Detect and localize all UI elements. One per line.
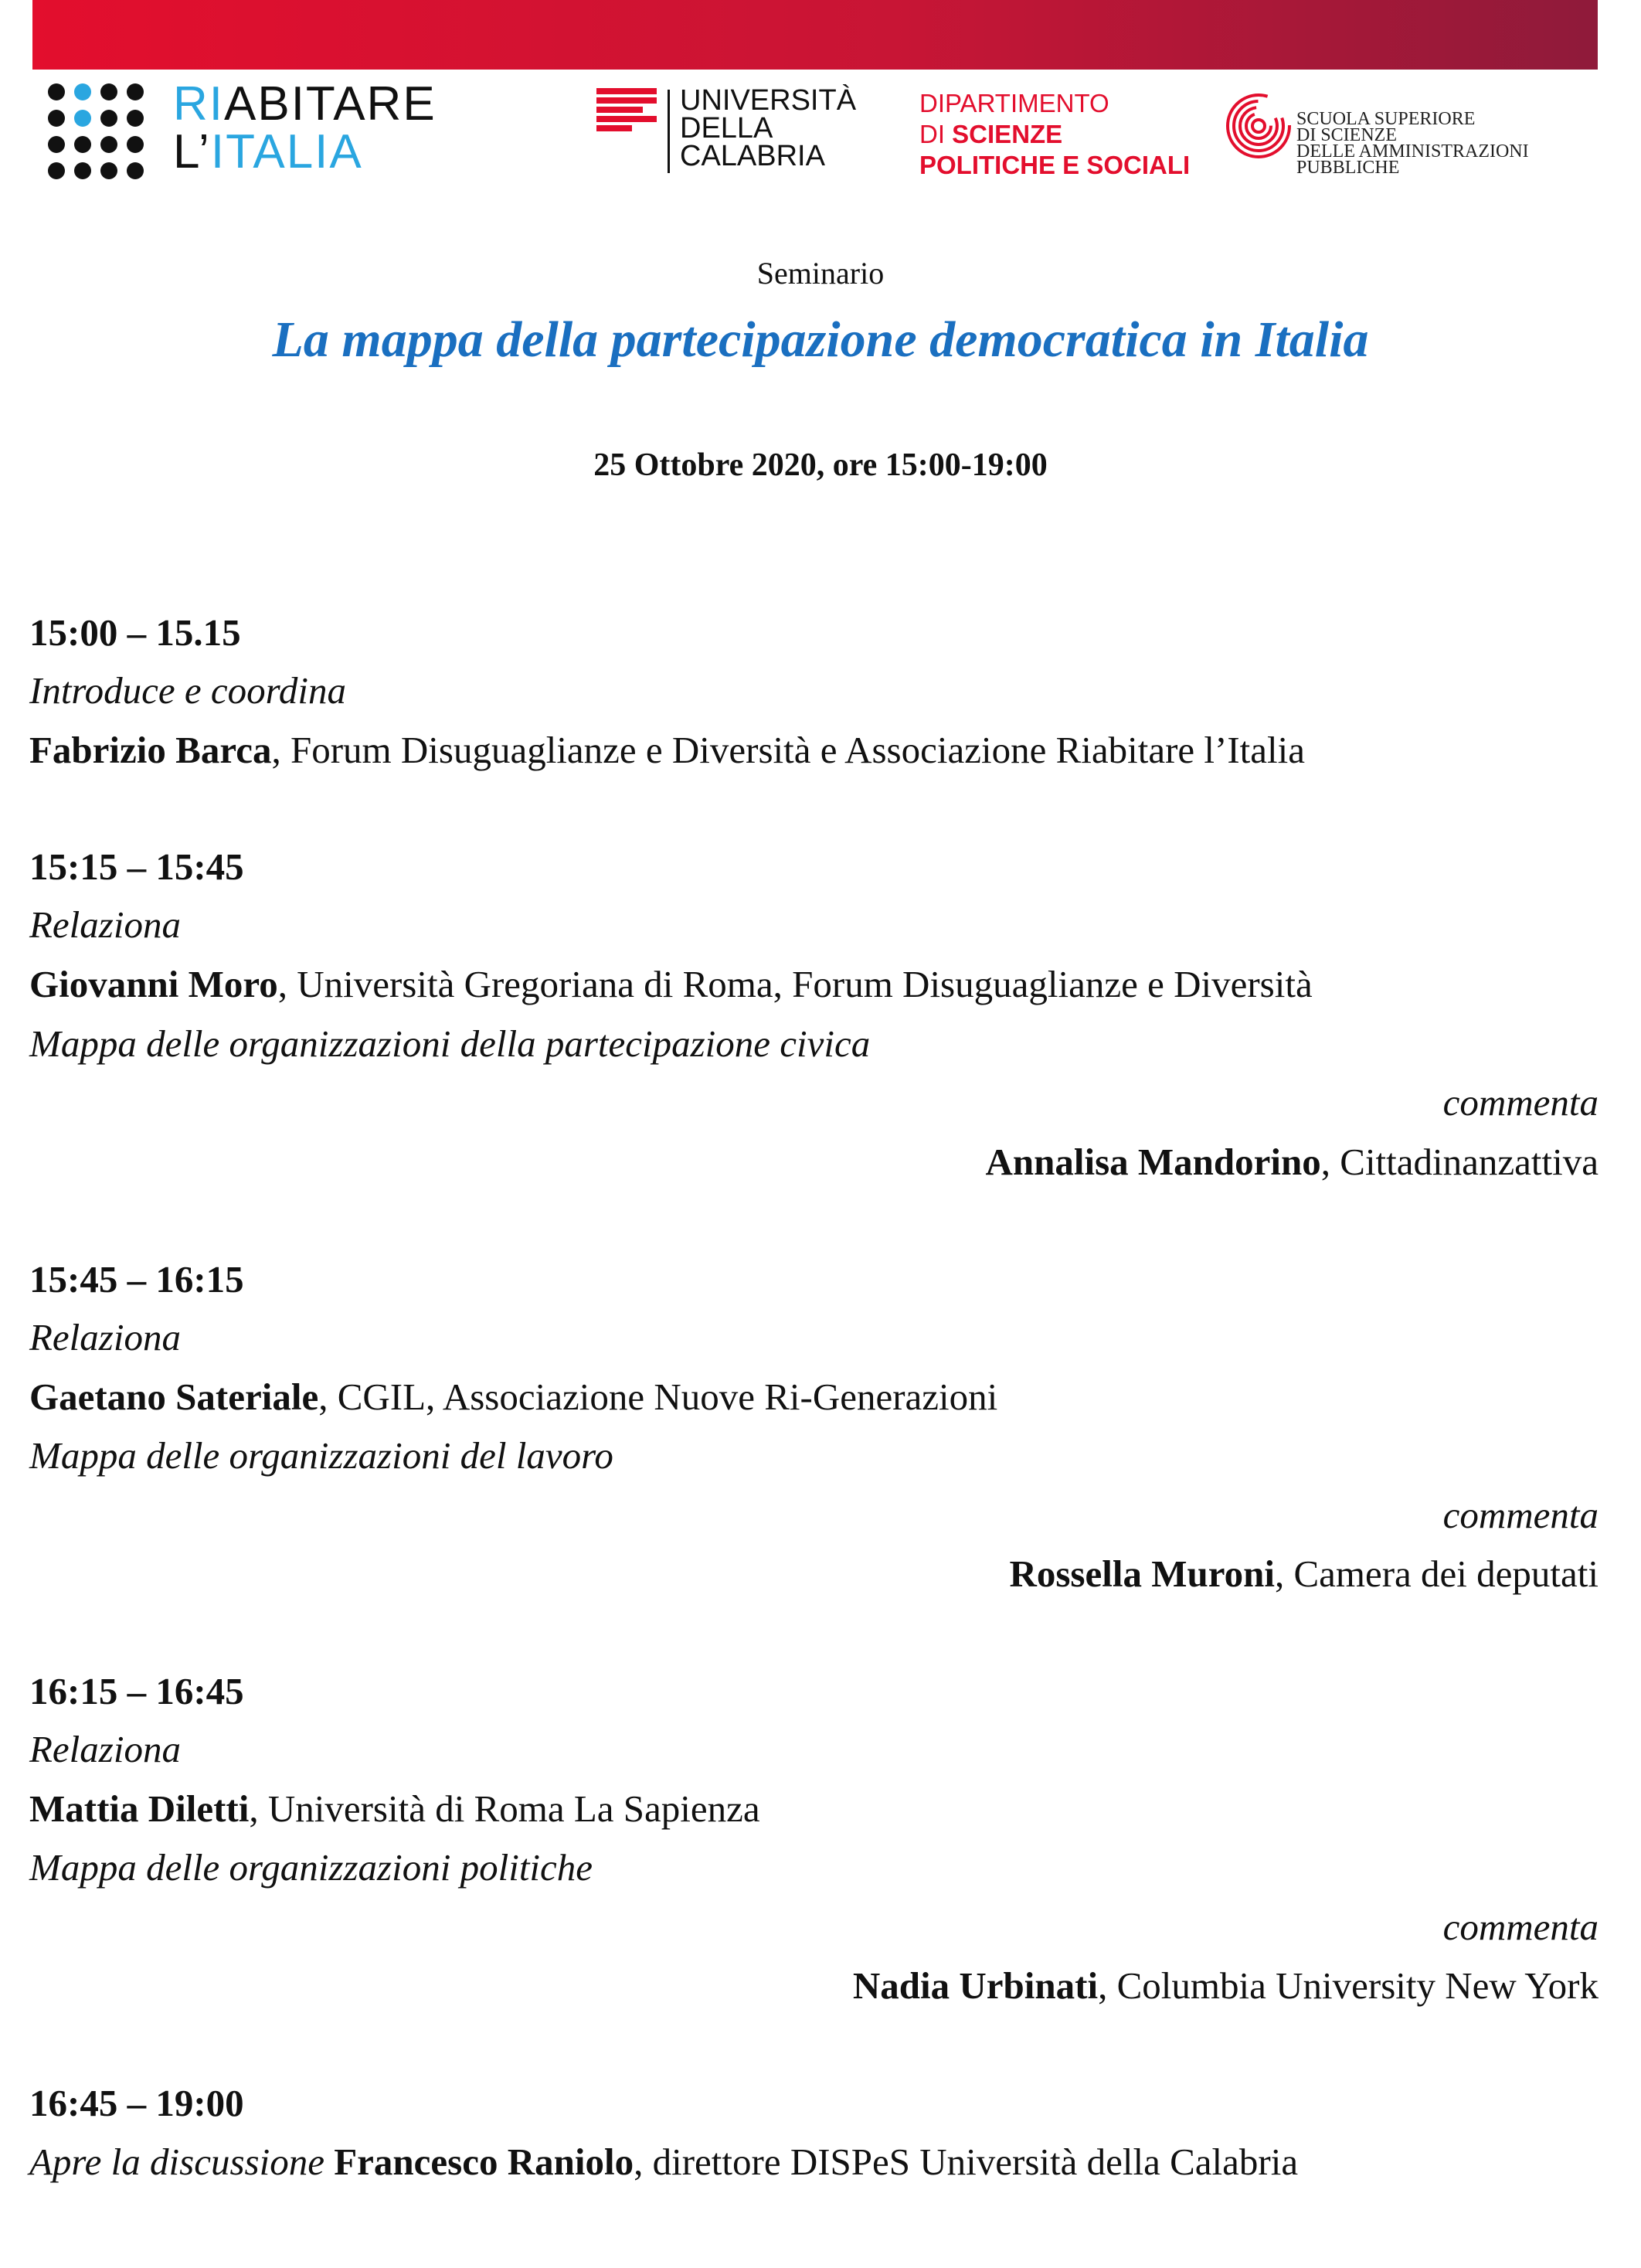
commenter-affiliation: , Cittadinanzattiva bbox=[1320, 1141, 1599, 1183]
session-time: 15:15 – 15:45 bbox=[29, 845, 244, 888]
session-time: 16:15 – 16:45 bbox=[29, 1670, 244, 1712]
sna-spiral-icon bbox=[1225, 93, 1292, 159]
speaker-name: Giovanni Moro bbox=[29, 963, 278, 1005]
comment-label: commenta bbox=[1442, 1081, 1599, 1124]
speaker-name: Francesco Raniolo bbox=[334, 2140, 634, 2183]
sna-wordmark: SCUOLA SUPERIORE DI SCIENZE DELLE AMMINISTRAZIONI PUBBLICHE bbox=[1296, 109, 1529, 178]
event-date: 25 Ottobre 2020, ore 15:00-19:00 bbox=[593, 447, 1048, 483]
session-speaker-line bbox=[29, 1375, 997, 1419]
commenter-name: Nadia Urbinati bbox=[852, 1964, 1099, 2007]
riabitare-italia-logo bbox=[48, 77, 450, 181]
session-speaker-line bbox=[29, 1787, 760, 1831]
speaker-affiliation: , CGIL, Associazione Nuove Ri-Generazioni bbox=[318, 1375, 998, 1418]
session-speaker-line bbox=[29, 2140, 1298, 2184]
speaker-name: Mattia Diletti bbox=[29, 1787, 250, 1830]
speaker-affiliation: , Forum Disuguaglianze e Diversità e Associazione Riabitare l’Italia bbox=[271, 729, 1305, 771]
event-title: La mappa della partecipazione democratica in Italia bbox=[272, 311, 1369, 368]
session-role: Introduce e coordina bbox=[29, 669, 347, 712]
session-role: Relaziona bbox=[29, 1316, 181, 1358]
session-role: Relaziona bbox=[29, 1728, 181, 1770]
riabitare-italia-wordmark: RIABITARE L’ITALIA bbox=[173, 77, 437, 179]
dot-grid-icon bbox=[48, 83, 164, 176]
commenter-name: Rossella Muroni bbox=[1009, 1552, 1275, 1595]
commenter-affiliation: , Camera dei deputati bbox=[1274, 1552, 1599, 1595]
session-speaker-line bbox=[29, 962, 1313, 1006]
session-role: Relaziona bbox=[29, 903, 181, 946]
session-topic: Mappa delle organizzazioni politiche bbox=[29, 1846, 593, 1889]
session-time: 15:00 – 15.15 bbox=[29, 611, 241, 654]
session-role: Apre la discussione bbox=[29, 2140, 324, 2183]
session-speaker-line bbox=[29, 728, 1305, 772]
dipartimento-logo: DIPARTIMENTO DI SCIENZE POLITICHE E SOCIALI bbox=[919, 89, 1191, 179]
commenter-line bbox=[1009, 1552, 1599, 1596]
session-time: 16:45 – 19:00 bbox=[29, 2082, 244, 2124]
speaker-affiliation: , direttore DISPeS Università della Calabria bbox=[634, 2140, 1299, 2183]
event-type: Seminario bbox=[756, 256, 885, 291]
unical-wordmark: UNIVERSITÀ DELLA CALABRIA bbox=[680, 84, 857, 172]
commenter-line bbox=[853, 1964, 1599, 2008]
speaker-name: Gaetano Sateriale bbox=[29, 1375, 319, 1418]
session-topic: Mappa delle organizzazioni della partecipazione civica bbox=[29, 1022, 871, 1065]
session-topic: Mappa delle organizzazioni del lavoro bbox=[29, 1434, 613, 1477]
header-color-bar bbox=[32, 0, 1598, 70]
commenter-line bbox=[985, 1140, 1599, 1184]
speaker-affiliation: , Università di Roma La Sapienza bbox=[249, 1787, 760, 1830]
comment-label: commenta bbox=[1442, 1494, 1599, 1536]
session-time: 15:45 – 16:15 bbox=[29, 1258, 244, 1301]
comment-label: commenta bbox=[1442, 1906, 1599, 1948]
sna-logo bbox=[1225, 93, 1550, 185]
commenter-name: Annalisa Mandorino bbox=[985, 1141, 1321, 1183]
commenter-affiliation: , Columbia University New York bbox=[1098, 1964, 1599, 2007]
unical-divider bbox=[668, 90, 670, 173]
unical-mark-icon bbox=[596, 88, 657, 133]
speaker-affiliation: , Università Gregoriana di Roma, Forum Disuguaglianze e Diversità bbox=[277, 963, 1313, 1005]
speaker-name: Fabrizio Barca bbox=[29, 729, 272, 771]
unical-logo bbox=[596, 85, 875, 182]
